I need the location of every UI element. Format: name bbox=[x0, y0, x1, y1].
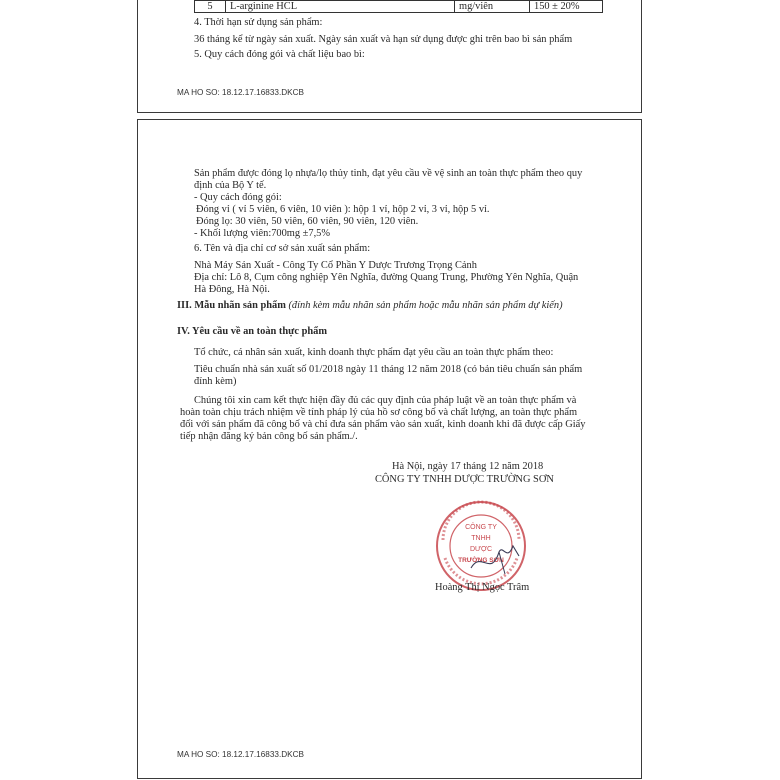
footer-code: MA HO SO: 18.12.17.16833.DKCB bbox=[177, 750, 304, 759]
spec-heading: - Quy cách đóng gói: bbox=[194, 192, 282, 203]
packaging-line-1: Sản phẩm được đóng lọ nhựa/lọ thủy tinh, đạt yêu cầu về vệ sinh an toàn thực phẩm theo quy bbox=[194, 168, 583, 179]
signer-name: Hoàng Thị Ngọc Trâm bbox=[435, 582, 530, 593]
standard-line-2: đính kèm) bbox=[194, 376, 237, 387]
item6-heading: 6. Tên và địa chỉ cơ sở sản xuất sản phẩm: bbox=[194, 243, 371, 254]
seal-text-3: DƯỢC bbox=[469, 546, 493, 553]
spec-blister: Đóng vỉ ( vỉ 5 viên, 6 viên, 10 viên ): hộp 1 vỉ, hộp 2 vỉ, 3 vỉ, hộp 5 vỉ. bbox=[196, 204, 490, 215]
item4-text: 36 tháng kể từ ngày sản xuất. Ngày sản xuất và hạn sử dụng được ghi trên bao bì sản phẩm bbox=[194, 34, 573, 45]
standard-line-1: Tiêu chuẩn nhà sản xuất số 01/2018 ngày 11 tháng 12 năm 2018 (có bản tiêu chuẩn sản phẩm bbox=[194, 364, 583, 375]
manufacturer-name: Nhà Máy Sản Xuất - Công Ty Cổ Phần Y Dược Trương Trọng Cảnh bbox=[194, 260, 477, 271]
table-row bbox=[195, 1, 603, 13]
seal-text-2: TNHH bbox=[471, 535, 491, 542]
company-seal-stamp bbox=[421, 496, 541, 596]
section3-heading bbox=[177, 300, 563, 312]
commitment-line-2: hoàn toàn chịu trách nhiệm về tính pháp lý của hồ sơ công bố và chất lượng, an toàn thực phẩm bbox=[180, 407, 578, 418]
spec-weight: - Khối lượng viên:700mg ±7,5% bbox=[194, 228, 331, 239]
item4-heading: 4. Thời hạn sử dụng sản phẩm: bbox=[194, 17, 323, 28]
document-page-2 bbox=[137, 119, 642, 779]
requirement-line: Tổ chức, cá nhân sản xuất, kinh doanh thực phẩm đạt yêu cầu an toàn thực phẩm theo: bbox=[194, 347, 554, 358]
address-line-1: Địa chỉ: Lô 8, Cụm công nghiệp Yên Nghĩa, đường Quang Trung, Phường Yên Nghĩa, Quận bbox=[194, 272, 579, 283]
commitment-line-3: đối với sản phẩm đã công bố và chỉ đưa sản phẩm vào sản xuất, kinh doanh khi đã được cấp Giấy bbox=[180, 419, 586, 430]
ingredient-table bbox=[194, 0, 603, 13]
section3-title: III. Mẫu nhãn sản phẩm bbox=[177, 300, 286, 311]
spec-bottle: Đóng lọ: 30 viên, 50 viên, 60 viên, 90 viên, 120 viên. bbox=[196, 216, 419, 227]
table-cell-amount: 150 ± 20% bbox=[530, 1, 603, 13]
table-cell-name: L-arginine HCL bbox=[226, 1, 455, 13]
seal-text-4: TRƯỜNG SƠN bbox=[458, 557, 504, 564]
packaging-line-2: định của Bộ Y tế. bbox=[194, 180, 267, 191]
address-line-2: Hà Đông, Hà Nội. bbox=[194, 284, 270, 295]
date-line: Hà Nội, ngày 17 tháng 12 năm 2018 bbox=[392, 461, 544, 472]
section4-title: IV. Yêu cầu về an toàn thực phẩm bbox=[177, 326, 327, 337]
commitment-line-4: tiếp nhận đăng ký bản công bố sản phẩm./. bbox=[180, 431, 358, 442]
table-cell-unit: mg/viên bbox=[455, 1, 530, 13]
section3-note: (đính kèm mẫu nhãn sản phẩm hoặc mẫu nhãn sản phẩm dự kiến) bbox=[288, 300, 563, 311]
item5-heading: 5. Quy cách đóng gói và chất liệu bao bì: bbox=[194, 49, 365, 60]
document-page-1 bbox=[137, 0, 642, 113]
commitment-line-1: Chúng tôi xin cam kết thực hiện đầy đủ các quy định của pháp luật về an toàn thực phẩm và bbox=[194, 395, 577, 406]
footer-code: MA HO SO: 18.12.17.16833.DKCB bbox=[177, 88, 304, 97]
company-name: CÔNG TY TNHH DƯỢC TRƯỜNG SƠN bbox=[375, 474, 554, 485]
table-cell-no: 5 bbox=[195, 1, 226, 13]
seal-text-1: CÔNG TY bbox=[465, 524, 497, 531]
